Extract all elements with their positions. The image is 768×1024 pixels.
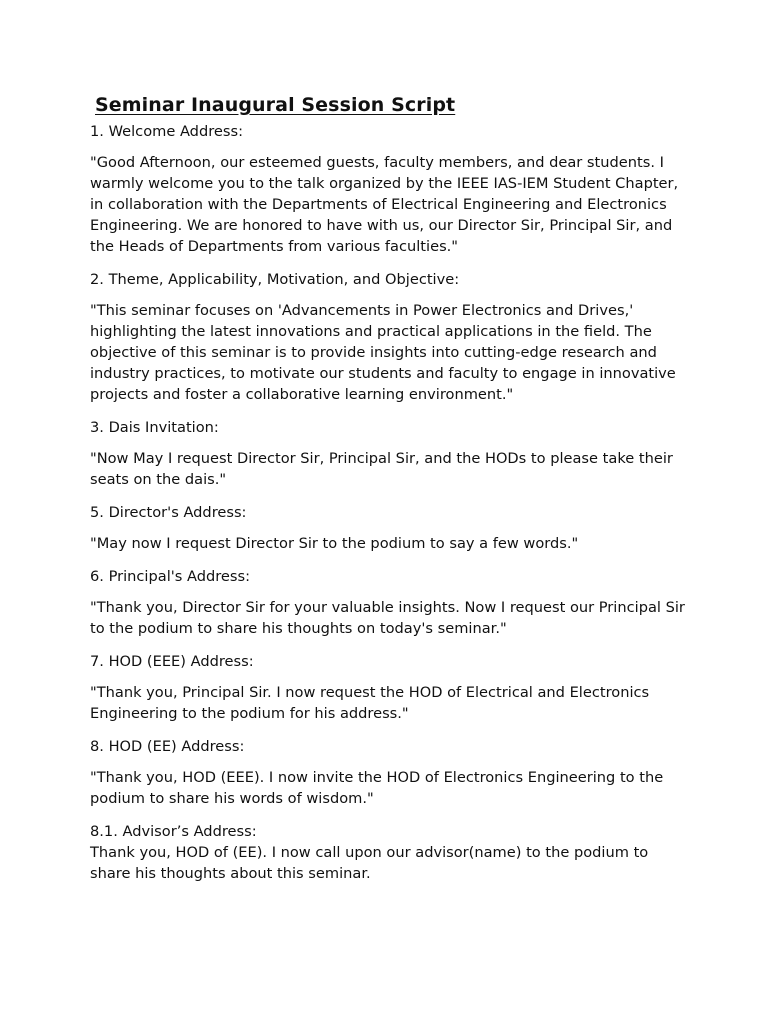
section-theme-objective <box>90 269 690 405</box>
section-hod-ee-address <box>90 736 690 809</box>
section-welcome-address <box>90 121 690 257</box>
section-heading: 5. Director's Address: <box>90 504 247 521</box>
section-heading: 7. HOD (EEE) Address: <box>90 653 254 670</box>
section-advisor-address <box>90 821 690 884</box>
section-text: "Thank you, Director Sir for your valuable insights. Now I request our Principal Sir to the podium to share his thoughts on today's seminar." <box>90 599 685 637</box>
section-heading: 2. Theme, Applicability, Motivation, and Objective: <box>90 271 460 288</box>
section-dais-invitation <box>90 417 690 490</box>
section-principal-address <box>90 566 690 639</box>
section-heading: 3. Dais Invitation: <box>90 419 219 436</box>
section-director-address <box>90 502 690 554</box>
document-title: Seminar Inaugural Session Script <box>95 94 456 116</box>
section-text: Thank you, HOD of (EE). I now call upon our advisor(name) to the podium to share his thoughts about this seminar. <box>90 844 649 882</box>
section-heading: 1. Welcome Address: <box>90 123 243 140</box>
section-text: "This seminar focuses on 'Advancements in Power Electronics and Drives,' highlighting the latest innovations and practical applications in the field. The objective of this seminar is to provide insights into cutting-edge research and industry practices, to motivate our students and faculty to engage in innovative projects and foster a collaborative learning environment." <box>90 302 676 403</box>
section-heading: 8. HOD (EE) Address: <box>90 738 245 755</box>
section-heading: 6. Principal's Address: <box>90 568 251 585</box>
section-text: "Now May I request Director Sir, Principal Sir, and the HODs to please take their seats on the dais." <box>90 450 673 488</box>
document-page <box>90 92 690 884</box>
section-text: "Thank you, HOD (EEE). I now invite the HOD of Electronics Engineering to the podium to share his words of wisdom." <box>90 769 664 807</box>
section-heading: 8.1. Advisor’s Address: <box>90 823 257 840</box>
section-text: "May now I request Director Sir to the podium to say a few words." <box>90 535 579 552</box>
section-text: "Good Afternoon, our esteemed guests, faculty members, and dear students. I warmly welcome you to the talk organized by the IEEE IAS-IEM Student Chapter, in collaboration with the Departments of Electrical Engineering and Electronics Engineering. We are honored to have with us, our Director Sir, Principal Sir, and the Heads of Departments from various faculties." <box>90 154 679 255</box>
section-hod-eee-address <box>90 651 690 724</box>
section-text: "Thank you, Principal Sir. I now request the HOD of Electrical and Electronics Engineering to the podium for his address." <box>90 684 650 722</box>
